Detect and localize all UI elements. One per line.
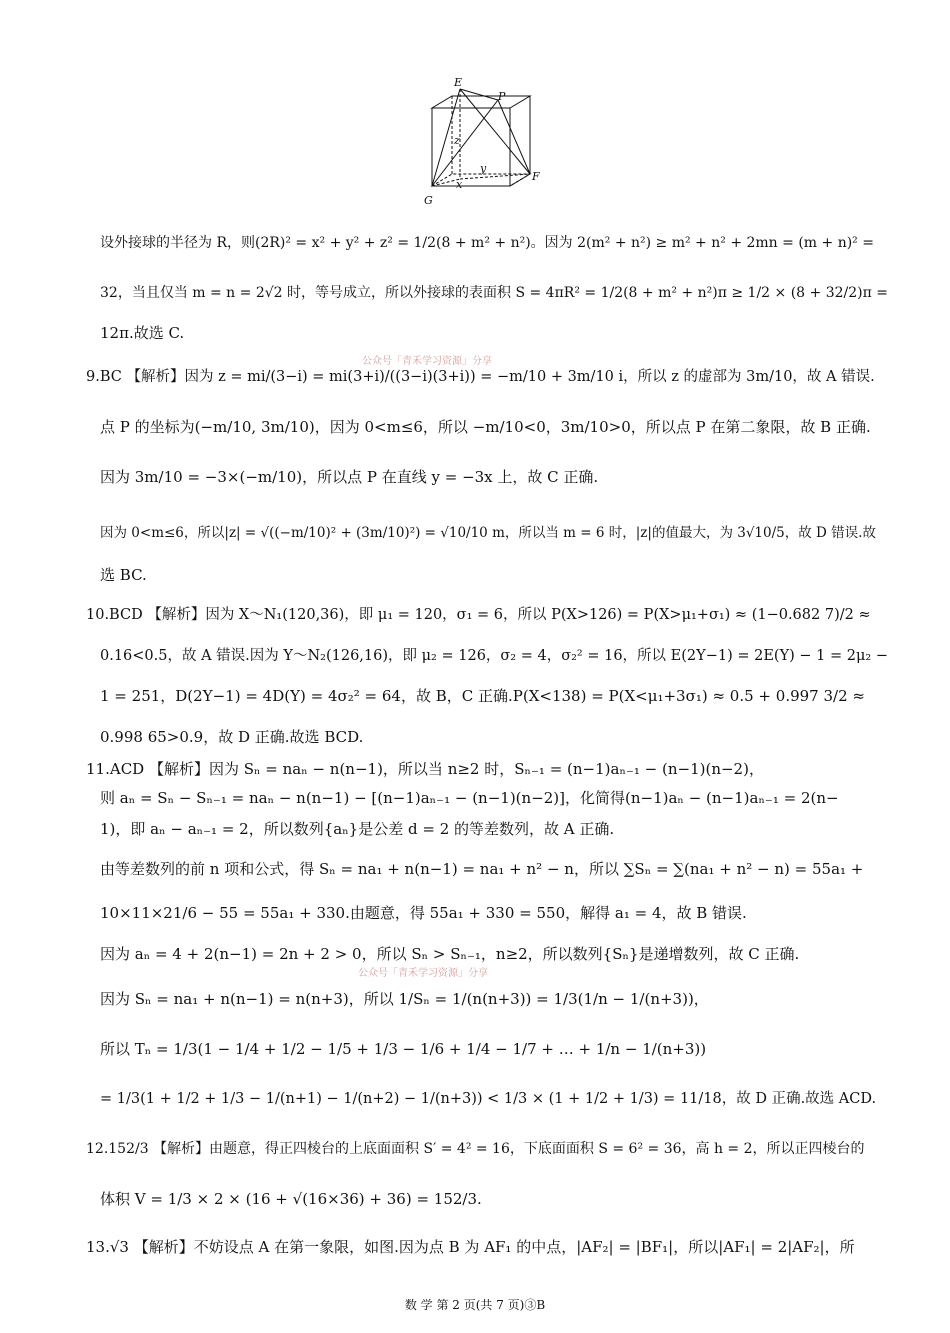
label-E: E [454,76,463,89]
q11-line-5: 10×11×21/6 − 55 = 55a₁ + 330.由题意，得 55a₁ + 330 = 550，解得 a₁ = 4，故 B 错误. [100,904,747,922]
q10-line-2: 0.16<0.5，故 A 错误.因为 Y～N₂(126,16)，即 μ₂ = 126，σ₂ = 4，σ₂² = 16，所以 E(2Y−1) = 2E(Y) − 1 = 2μ₂ − [100,648,888,664]
q9-line-1: 9.BC 【解析】因为 z = mi/(3−i) = mi(3+i)/((3−i)(3+i)) = −m/10 + 3m/10 i，所以 z 的虚部为 3m/10，故 A 错误. [86,369,875,385]
q9-line-4: 因为 0<m≤6，所以|z| = √((−m/10)² + (3m/10)²) = √10/10 m，所以当 m = 6 时，|z|的值最大，为 3√10/5，故 D 错误.故 [100,525,876,541]
page-footer: 数 学 第 2 页(共 7 页)③B [404,1298,546,1312]
label-G: G [424,194,433,207]
q8-line-3: 12π.故选 C. [100,324,185,342]
label-F: F [532,170,540,183]
label-z: z [454,134,460,147]
q11-line-7: 因为 Sₙ = na₁ + n(n−1) = n(n+3)，所以 1/Sₙ = 1/(n(n+3)) = 1/3(1/n − 1/(n+3))， [100,990,709,1008]
label-y: y [480,162,487,175]
watermark: 公众号「青禾学习资源」分享 [362,356,492,367]
q11-line-2: 则 aₙ = Sₙ − Sₙ₋₁ = naₙ − n(n−1) − [(n−1)aₙ₋₁ − (n−1)(n−2)]，化简得(n−1)aₙ − (n−1)aₙ₋₁ = 2(n− [100,789,839,807]
q8-line-1: 设外接球的半径为 R，则(2R)² = x² + y² + z² = 1/2(8 + m² + n²)。因为 2(m² + n²) ≥ m² + n² + 2mn = (m + n)² = [100,235,874,251]
q9-line-2: 点 P 的坐标为(−m/10, 3m/10)，因为 0<m≤6，所以 −m/10<0，3m/10>0，所以点 P 在第二象限，故 B 正确. [100,418,871,436]
q8-line-2: 32，当且仅当 m = n = 2√2 时，等号成立，所以外接球的表面积 S = 4πR² = 1/2(8 + m² + n²)π ≥ 1/2 × (8 + 32/2)π = [100,285,888,301]
q12-line-2: 体积 V = 1/3 × 2 × (16 + √(16×36) + 36) = 152/3. [100,1190,482,1208]
q9-line-5: 选 BC. [100,566,147,584]
q12-line-1: 12.152/3 【解析】由题意，得正四棱台的上底面面积 S′ = 4² = 16，下底面面积 S = 6² = 36，高 h = 2，所以正四棱台的 [86,1141,865,1157]
q10-line-1: 10.BCD 【解析】因为 X～N₁(120,36)，即 μ₁ = 120，σ₁ = 6，所以 P(X>126) = P(X>μ₁+σ₁) ≈ (1−0.682 7)/2 ≈ [86,607,871,623]
q11-line-3: 1)，即 aₙ − aₙ₋₁ = 2，所以数列{aₙ}是公差 d = 2 的等差数列，故 A 正确. [100,820,615,838]
q10-line-4: 0.998 65>0.9，故 D 正确.故选 BCD. [100,728,364,746]
q10-line-3: 1 = 251，D(2Y−1) = 4D(Y) = 4σ₂² = 64，故 B，C 正确.P(X<138) = P(X<μ₁+3σ₁) ≈ 0.5 + 0.997 3/2 ≈ [100,687,865,705]
q11-line-1: 11.ACD 【解析】因为 Sₙ = naₙ − n(n−1)，所以当 n≥2 时，Sₙ₋₁ = (n−1)aₙ₋₁ − (n−1)(n−2)， [86,760,764,778]
q13-line-1: 13.√3 【解析】不妨设点 A 在第一象限，如图.因为点 B 为 AF₁ 的中点，|AF₂| = |BF₁|，所以|AF₁| = 2|AF₂|，所 [86,1238,855,1256]
q11-line-8: 所以 Tₙ = 1/3(1 − 1/4 + 1/2 − 1/5 + 1/3 − 1/6 + 1/4 − 1/7 + … + 1/n − 1/(n+3)) [100,1040,707,1058]
q11-line-9: = 1/3(1 + 1/2 + 1/3 − 1/(n+1) − 1/(n+2) − 1/(n+3)) < 1/3 × (1 + 1/2 + 1/3) = 11/18，故 D 正确.故选 ACD. [100,1091,877,1107]
q9-line-3: 因为 3m/10 = −3×(−m/10)，所以点 P 在直线 y = −3x 上，故 C 正确. [100,468,599,486]
watermark-2: 公众号「青禾学习资源」分享 [358,968,488,979]
q11-line-6: 因为 aₙ = 4 + 2(n−1) = 2n + 2 > 0，所以 Sₙ > Sₙ₋₁，n≥2，所以数列{Sₙ}是递增数列，故 C 正确. [100,945,800,963]
q11-line-4: 由等差数列的前 n 项和公式，得 Sₙ = na₁ + n(n−1) = na₁ + n² − n，所以 ∑Sₙ = ∑(na₁ + n² − n) = 55a₁ + [100,860,864,878]
label-P: P [498,90,506,103]
geometry-figure [420,74,555,210]
label-x: x [456,178,463,191]
